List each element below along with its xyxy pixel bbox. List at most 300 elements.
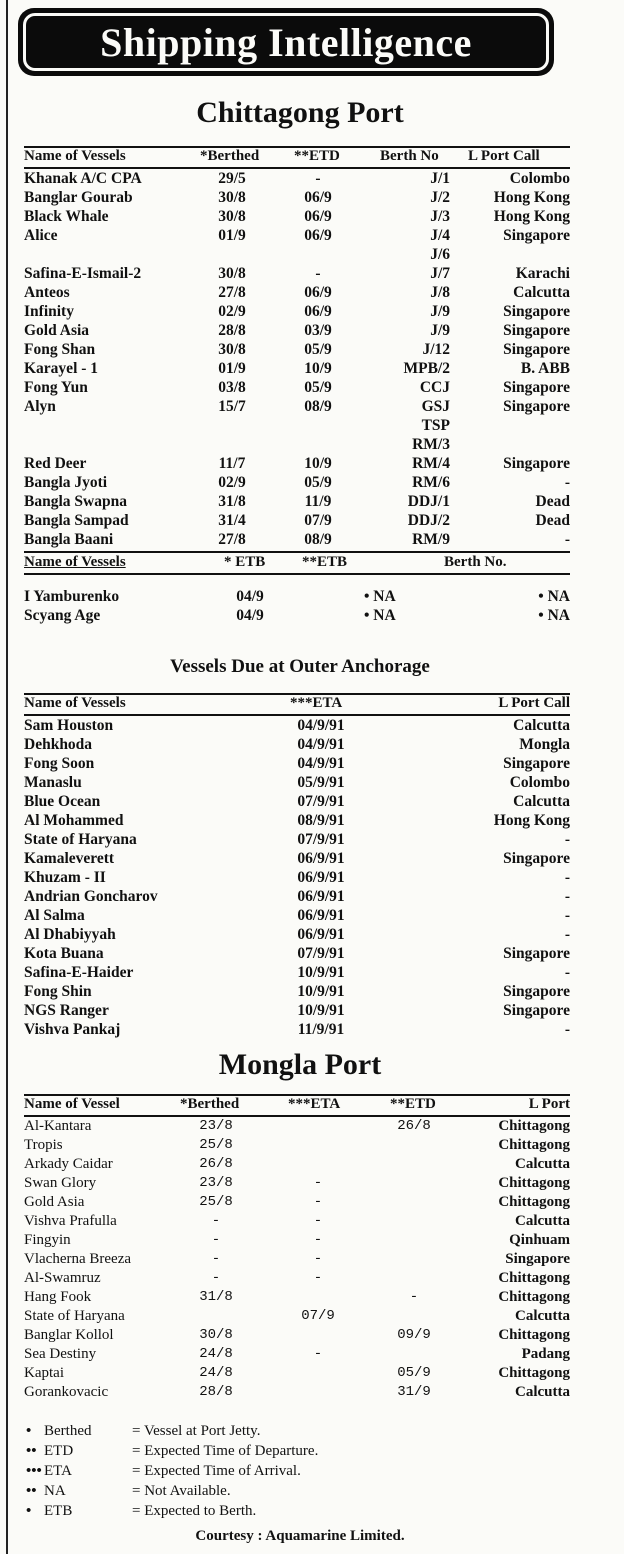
berth-no: CCJ — [419, 379, 450, 396]
mongla-row — [24, 1307, 570, 1326]
last-port: Chittagong — [498, 1289, 570, 1305]
page-border — [6, 0, 8, 1554]
etd-date: - — [409, 1289, 419, 1305]
vessel-name: State of Haryana — [24, 1308, 125, 1324]
legend-symbol: • — [26, 1503, 32, 1519]
vessel-name: Al-Kantara — [24, 1118, 92, 1134]
berthed-date: 02/9 — [218, 474, 246, 491]
last-port-call: Karachi — [515, 265, 570, 282]
vessel-name: Anteos — [24, 284, 70, 301]
vessel-name: Gold Asia — [24, 322, 90, 339]
last-port-call: Singapore — [503, 850, 570, 867]
outer-row — [24, 906, 570, 925]
berthed-date: 02/9 — [218, 303, 246, 320]
vessel-name: Kaptai — [24, 1365, 64, 1381]
eta-date: - — [313, 1175, 323, 1191]
vessel-name: Al Dhabiyyah — [24, 926, 116, 943]
etd-date: 06/9 — [304, 284, 332, 301]
etd-date: 09/9 — [397, 1327, 431, 1343]
berthed-date: 24/8 — [199, 1365, 233, 1381]
chittagong-table — [24, 146, 570, 625]
berthed-date: 30/8 — [218, 189, 246, 206]
mongla-row — [24, 1155, 570, 1174]
legend-definition: = Expected to Berth. — [132, 1503, 257, 1519]
vessel-name: Bangla Sampad — [24, 512, 129, 529]
last-port-call: Dead — [535, 493, 570, 510]
berthed-date: 28/8 — [199, 1384, 233, 1400]
last-port-call: Singapore — [503, 1002, 570, 1019]
eta-date: 07/9 — [301, 1308, 335, 1324]
mongla-row — [24, 1136, 570, 1155]
masthead-box — [18, 8, 554, 76]
legend-symbol: •• — [26, 1483, 37, 1499]
berth-no: J/4 — [430, 227, 450, 244]
legend-symbol: •• — [26, 1443, 37, 1459]
last-port-call: Singapore — [503, 303, 570, 320]
berth-no: RM/9 — [412, 531, 450, 548]
vessel-name: Sea Destiny — [24, 1346, 97, 1362]
vessel-name: Arkady Caidar — [24, 1156, 113, 1172]
last-port-call: - — [564, 831, 570, 848]
vessel-name: Gold Asia — [24, 1194, 85, 1210]
mongla-col-etd: **ETD — [390, 1096, 436, 1112]
vessel-name: Bangla Swapna — [24, 493, 127, 510]
etd-date: 10/9 — [304, 360, 332, 377]
berth-no: J/12 — [422, 341, 450, 358]
etd-date: 07/9 — [304, 512, 332, 529]
outer-col-name: Name of Vessels — [24, 695, 126, 711]
vessel-name: Dehkhoda — [24, 736, 93, 753]
etd-date: 26/8 — [397, 1118, 431, 1134]
vessel-name: Vishva Pankaj — [24, 1021, 121, 1038]
berthed-date: 01/9 — [218, 360, 246, 377]
last-port: Calcutta — [515, 1308, 570, 1324]
vessel-name: Scyang Age — [24, 607, 101, 624]
etd-date: 11/9 — [304, 493, 332, 510]
chittagong-header-row — [24, 146, 570, 169]
mongla-header-row — [24, 1094, 570, 1117]
mongla-row — [24, 1383, 570, 1402]
chittagong-row — [24, 264, 570, 283]
chittagong-row — [24, 492, 570, 511]
mongla-col-eta: ***ETA — [288, 1096, 341, 1112]
berthed-date: 31/8 — [218, 493, 246, 510]
berthed-date: 27/8 — [218, 531, 246, 548]
berthed-date: 23/8 — [199, 1118, 233, 1134]
vessel-name: Blue Ocean — [24, 793, 101, 810]
etd-date: 05/9 — [304, 341, 332, 358]
outer-row — [24, 963, 570, 982]
vessel-name: Safina-E-Haider — [24, 964, 134, 981]
chittagong-row — [24, 473, 570, 492]
legend-definition: = Vessel at Port Jetty. — [132, 1423, 261, 1439]
etb-rows — [24, 587, 570, 625]
mongla-col-name: Name of Vessel — [24, 1096, 120, 1112]
legend-symbol: ••• — [26, 1463, 42, 1479]
berth-no: DDJ/1 — [407, 493, 450, 510]
vessel-name: Tropis — [24, 1137, 63, 1153]
eta-date: 06/9/91 — [297, 869, 345, 886]
outer-row — [24, 754, 570, 773]
chittagong-row — [24, 359, 570, 378]
last-port-call: Singapore — [503, 341, 570, 358]
last-port: Calcutta — [515, 1156, 570, 1172]
berth-no: MPB/2 — [403, 360, 450, 377]
chittagong-row — [24, 302, 570, 321]
eta-date: 07/9/91 — [297, 945, 345, 962]
berth-no: J/2 — [430, 189, 450, 206]
chittagong-row — [24, 340, 570, 359]
outer-row — [24, 811, 570, 830]
last-port-call: Singapore — [503, 455, 570, 472]
eta-date: 06/9/91 — [297, 926, 345, 943]
berthed-date: 11/7 — [218, 455, 246, 472]
outer-row — [24, 944, 570, 963]
etd-date: - — [315, 170, 321, 187]
vessel-name: Andrian Goncharov — [24, 888, 158, 905]
eta-date: 10/9/91 — [297, 1002, 345, 1019]
outer-row — [24, 887, 570, 906]
chittagong-row — [24, 169, 570, 188]
mongla-table — [24, 1094, 570, 1402]
berthed-date: 15/7 — [218, 398, 246, 415]
eta-date: 06/9/91 — [297, 850, 345, 867]
mongla-row — [24, 1345, 570, 1364]
last-port: Padang — [521, 1346, 570, 1362]
eta-date: - — [313, 1232, 323, 1248]
last-port-call: Singapore — [503, 379, 570, 396]
last-port: Chittagong — [498, 1327, 570, 1343]
outer-row — [24, 1020, 570, 1039]
berthed-date: 03/8 — [218, 379, 246, 396]
mongla-row — [24, 1231, 570, 1250]
outer-row — [24, 792, 570, 811]
chittagong-row — [24, 283, 570, 302]
chittagong-row — [24, 530, 570, 549]
vessel-name: Alyn — [24, 398, 56, 415]
eta-date: 04/9/91 — [297, 717, 345, 734]
berthed-date: 29/5 — [218, 170, 246, 187]
outer-row — [24, 982, 570, 1001]
etb-header-row — [24, 551, 570, 575]
outer-col-eta: ***ETA — [290, 695, 343, 711]
etb-row — [24, 606, 570, 625]
outer-rows — [24, 716, 570, 1039]
eta-date: 07/9/91 — [297, 793, 345, 810]
last-port-call: Calcutta — [513, 717, 570, 734]
etd-date: - — [315, 265, 321, 282]
last-port-call: Colombo — [509, 774, 570, 791]
eta-date: - — [313, 1270, 323, 1286]
last-port: Chittagong — [498, 1175, 570, 1191]
vessel-name: Kamaleverett — [24, 850, 115, 867]
last-port-call: Singapore — [503, 322, 570, 339]
etb-na: • NA — [364, 588, 396, 605]
chittagong-row — [24, 245, 570, 264]
vessel-name: Al Salma — [24, 907, 85, 924]
col-berth-no: Berth No — [380, 148, 439, 164]
legend-label: ETA — [44, 1463, 72, 1479]
last-port-call: - — [564, 888, 570, 905]
etb-date: 04/9 — [236, 588, 264, 605]
vessel-name: Kota Buana — [24, 945, 104, 962]
berthed-date: 30/8 — [218, 265, 246, 282]
berthed-date: 31/8 — [199, 1289, 233, 1305]
vessel-name: Vishva Prafulla — [24, 1213, 117, 1229]
berthed-date: 31/4 — [218, 512, 246, 529]
chittagong-title: Chittagong Port — [196, 96, 404, 129]
berthed-date: 01/9 — [218, 227, 246, 244]
eta-date: 10/9/91 — [297, 983, 345, 1000]
etb-col-etb: * ETB — [224, 554, 266, 570]
chittagong-row — [24, 416, 570, 435]
last-port: Singapore — [505, 1251, 570, 1267]
last-port-call: Dead — [535, 512, 570, 529]
col-etd: **ETD — [294, 148, 340, 164]
etb-col-berth-no: Berth No. — [444, 554, 507, 570]
vessel-name: Banglar Kollol — [24, 1327, 114, 1343]
outer-header-row — [24, 693, 570, 716]
mongla-row — [24, 1117, 570, 1136]
vessel-name: Vlacherna Breeza — [24, 1251, 132, 1267]
eta-date: - — [313, 1213, 323, 1229]
legend-definition: = Expected Time of Departure. — [132, 1443, 319, 1459]
last-port: Qinhuam — [509, 1232, 570, 1248]
eta-date: 07/9/91 — [297, 831, 345, 848]
berthed-date: 30/8 — [199, 1327, 233, 1343]
last-port-call: Hong Kong — [493, 812, 570, 829]
eta-date: 04/9/91 — [297, 755, 345, 772]
vessel-name: Manaslu — [24, 774, 82, 791]
last-port-call: - — [564, 531, 570, 548]
berthed-date: 30/8 — [218, 208, 246, 225]
last-port-call: - — [564, 1021, 570, 1038]
col-name-of-vessels: Name of Vessels — [24, 148, 126, 164]
legend-label: Berthed — [44, 1423, 92, 1439]
last-port: Chittagong — [498, 1194, 570, 1210]
vessel-name: Bangla Jyoti — [24, 474, 108, 491]
berthed-date: 28/8 — [218, 322, 246, 339]
eta-date: 10/9/91 — [297, 964, 345, 981]
eta-date: - — [313, 1346, 323, 1362]
outer-row — [24, 830, 570, 849]
etb-row — [24, 587, 570, 606]
berthed-date: - — [211, 1232, 221, 1248]
vessel-name: Alice — [24, 227, 58, 244]
outer-row — [24, 773, 570, 792]
outer-anchorage-title: Vessels Due at Outer Anchorage — [170, 656, 430, 677]
chittagong-row — [24, 454, 570, 473]
vessel-name: State of Haryana — [24, 831, 137, 848]
berth-no: J/9 — [430, 303, 450, 320]
legend-label: ETB — [44, 1503, 73, 1519]
mongla-row — [24, 1193, 570, 1212]
berth-no: RM/4 — [412, 455, 450, 472]
berthed-date: - — [211, 1213, 221, 1229]
vessel-name: Black Whale — [24, 208, 109, 225]
outer-row — [24, 1001, 570, 1020]
berthed-date: - — [211, 1270, 221, 1286]
last-port-call: Calcutta — [513, 284, 570, 301]
last-port-call: Singapore — [503, 983, 570, 1000]
vessel-name: Safina-E-Ismail-2 — [24, 265, 142, 282]
col-l-port-call: L Port Call — [468, 148, 540, 164]
legend-label: NA — [44, 1483, 66, 1499]
vessel-name: Fong Shin — [24, 983, 92, 1000]
etd-date: 08/9 — [304, 531, 332, 548]
chittagong-row — [24, 378, 570, 397]
berth-na: • NA — [538, 607, 570, 624]
vessel-name: Karayel - 1 — [24, 360, 99, 377]
legend-definition: = Not Available. — [132, 1483, 231, 1499]
mongla-row — [24, 1288, 570, 1307]
last-port: Chittagong — [498, 1365, 570, 1381]
last-port: Chittagong — [498, 1118, 570, 1134]
vessel-name: Hang Fook — [24, 1289, 92, 1305]
mongla-col-lport: L Port — [528, 1096, 570, 1112]
outer-row — [24, 925, 570, 944]
berthed-date: 30/8 — [218, 341, 246, 358]
eta-date: 08/9/91 — [297, 812, 345, 829]
berth-no: RM/6 — [412, 474, 450, 491]
vessel-name: Red Deer — [24, 455, 87, 472]
chittagong-row — [24, 188, 570, 207]
chittagong-row — [24, 321, 570, 340]
chittagong-rows — [24, 169, 570, 549]
etb-col-etb2: **ETB — [302, 554, 348, 570]
berth-no: J/8 — [430, 284, 450, 301]
etd-date: 06/9 — [304, 303, 332, 320]
last-port-call: Hong Kong — [493, 189, 570, 206]
vessel-name: Fong Shan — [24, 341, 96, 358]
eta-date: 04/9/91 — [297, 736, 345, 753]
chittagong-row — [24, 207, 570, 226]
mongla-row — [24, 1250, 570, 1269]
outer-row — [24, 716, 570, 735]
etb-col-name: Name of Vessels — [24, 554, 126, 570]
outer-anchorage-table — [24, 693, 570, 1039]
vessel-name: Khuzam - II — [24, 869, 106, 886]
last-port-call: B. ABB — [520, 360, 570, 377]
berthed-date: 23/8 — [199, 1175, 233, 1191]
vessel-name: Al Mohammed — [24, 812, 124, 829]
mongla-title: Mongla Port — [218, 1048, 382, 1081]
vessel-name: Fong Soon — [24, 755, 95, 772]
berthed-date: 24/8 — [199, 1346, 233, 1362]
last-port-call: - — [564, 869, 570, 886]
etd-date: 05/9 — [304, 379, 332, 396]
berth-no: RM/3 — [412, 436, 450, 453]
chittagong-row — [24, 226, 570, 245]
mongla-col-berthed: *Berthed — [180, 1096, 240, 1112]
berth-no: J/9 — [430, 322, 450, 339]
last-port: Chittagong — [498, 1137, 570, 1153]
chittagong-row — [24, 511, 570, 530]
legend-label: ETD — [44, 1443, 74, 1459]
vessel-name: Sam Houston — [24, 717, 114, 734]
last-port-call: - — [564, 964, 570, 981]
last-port-call: - — [564, 926, 570, 943]
etd-date: 05/9 — [397, 1365, 431, 1381]
eta-date: 06/9/91 — [297, 907, 345, 924]
etd-date: 10/9 — [304, 455, 332, 472]
vessel-name: Al-Swamruz — [24, 1270, 101, 1286]
eta-date: 05/9/91 — [297, 774, 345, 791]
berthed-date: 27/8 — [218, 284, 246, 301]
berthed-date: 26/8 — [199, 1156, 233, 1172]
etb-date: 04/9 — [236, 607, 264, 624]
vessel-name: Infinity — [24, 303, 74, 320]
etd-date: 06/9 — [304, 208, 332, 225]
eta-date: - — [313, 1251, 323, 1267]
etd-date: 03/9 — [304, 322, 332, 339]
berthed-date: 25/8 — [199, 1194, 233, 1210]
last-port-call: Mongla — [519, 736, 570, 753]
berth-no: J/6 — [430, 246, 450, 263]
berth-na: • NA — [538, 588, 570, 605]
etd-date: 06/9 — [304, 227, 332, 244]
vessel-name: Khanak A/C CPA — [24, 170, 142, 187]
vessel-name: I Yamburenko — [24, 588, 120, 605]
berth-no: J/1 — [430, 170, 450, 187]
berth-no: J/3 — [430, 208, 450, 225]
legend-definition: = Expected Time of Arrival. — [132, 1463, 301, 1479]
vessel-name: Gorankovacic — [24, 1384, 109, 1400]
etd-date: 31/9 — [397, 1384, 431, 1400]
outer-row — [24, 735, 570, 754]
vessel-name: Swan Glory — [24, 1175, 97, 1191]
outer-row — [24, 849, 570, 868]
courtesy-line: Courtesy : Aquamarine Limited. — [195, 1528, 405, 1544]
last-port-call: Singapore — [503, 227, 570, 244]
etb-na: • NA — [364, 607, 396, 624]
last-port: Calcutta — [515, 1384, 570, 1400]
col-berthed: *Berthed — [200, 148, 260, 164]
outer-row — [24, 868, 570, 887]
mongla-row — [24, 1269, 570, 1288]
vessel-name: Banglar Gourab — [24, 189, 133, 206]
last-port: Calcutta — [515, 1213, 570, 1229]
vessel-name: Fong Yun — [24, 379, 88, 396]
last-port-call: Hong Kong — [493, 208, 570, 225]
mongla-row — [24, 1212, 570, 1231]
berth-no: GSJ — [421, 398, 450, 415]
mongla-row — [24, 1326, 570, 1345]
etd-date: 06/9 — [304, 189, 332, 206]
berthed-date: 25/8 — [199, 1137, 233, 1153]
last-port-call: - — [564, 474, 570, 491]
eta-date: 11/9/91 — [297, 1021, 345, 1038]
last-port-call: Singapore — [503, 945, 570, 962]
masthead-title: Shipping Intelligence — [23, 13, 549, 71]
mongla-row — [24, 1364, 570, 1383]
berth-no: J/7 — [430, 265, 450, 282]
last-port: Chittagong — [498, 1270, 570, 1286]
last-port-call: Singapore — [503, 398, 570, 415]
last-port-call: Singapore — [503, 755, 570, 772]
berthed-date: - — [211, 1251, 221, 1267]
mongla-row — [24, 1174, 570, 1193]
last-port-call: Colombo — [509, 170, 570, 187]
etd-date: 08/9 — [304, 398, 332, 415]
eta-date: - — [313, 1194, 323, 1210]
vessel-name: NGS Ranger — [24, 1002, 109, 1019]
mongla-rows — [24, 1117, 570, 1402]
etd-date: 05/9 — [304, 474, 332, 491]
chittagong-row — [24, 397, 570, 416]
berth-no: DDJ/2 — [407, 512, 450, 529]
vessel-name: Bangla Baani — [24, 531, 114, 548]
